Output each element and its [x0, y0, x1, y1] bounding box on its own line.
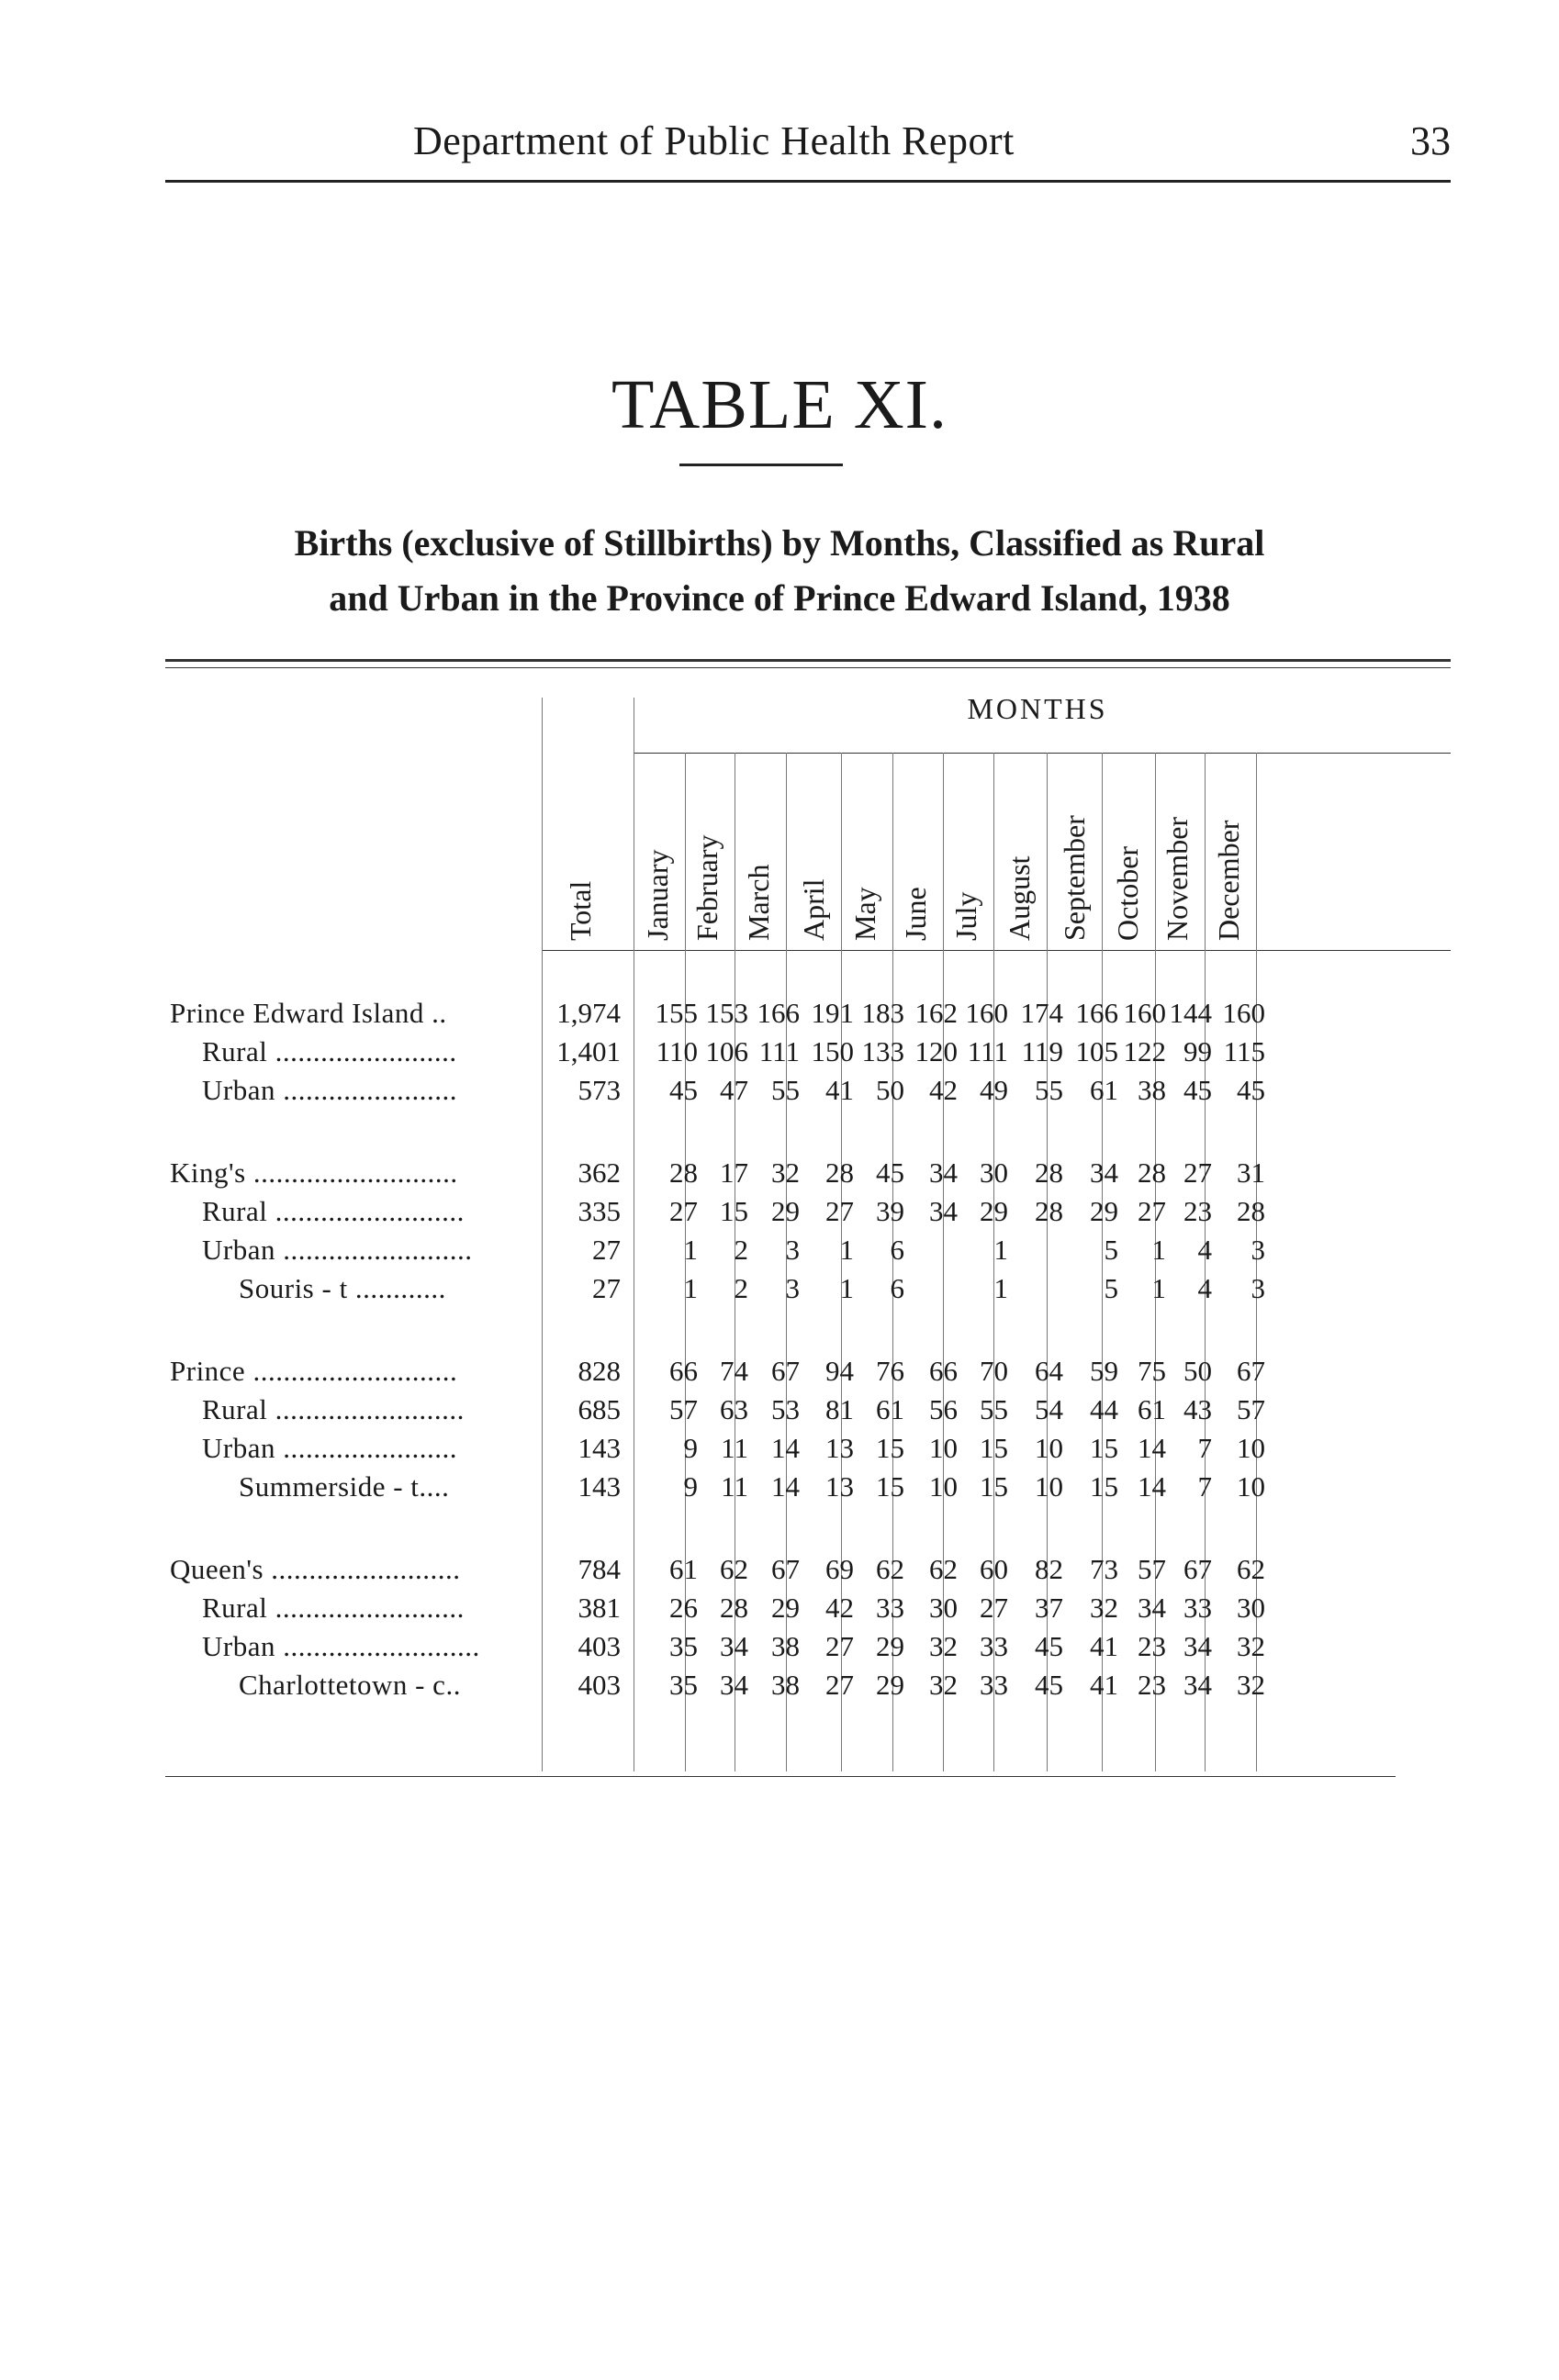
- month-cell: 155: [655, 997, 698, 1029]
- month-cell: 11: [721, 1432, 748, 1464]
- month-cell: 44: [1090, 1393, 1118, 1425]
- total-cell: 27: [592, 1234, 621, 1266]
- month-cell: 28: [1237, 1195, 1265, 1227]
- month-cell: 33: [876, 1592, 904, 1624]
- month-cell: 1: [993, 1234, 1008, 1266]
- month-cell: [1014, 1270, 1063, 1307]
- month-cell: 34: [1183, 1669, 1212, 1701]
- month-cell: 67: [1237, 1355, 1265, 1387]
- month-cell: 106: [705, 1035, 748, 1067]
- month-cell: 1: [1151, 1272, 1166, 1304]
- month-cell: 45: [1035, 1630, 1063, 1662]
- month-cell: 63: [720, 1393, 748, 1425]
- month-cell: 29: [876, 1669, 904, 1701]
- month-cell: 3: [1251, 1272, 1265, 1304]
- month-cell: 66: [669, 1355, 698, 1387]
- table-top-rule-thin: [165, 667, 1451, 668]
- month-cell: 144: [1169, 997, 1212, 1029]
- month-cell: 13: [825, 1432, 854, 1464]
- month-cell: 13: [825, 1470, 854, 1503]
- month-cell: 32: [929, 1669, 958, 1701]
- month-cell: 61: [1138, 1393, 1166, 1425]
- column-header-total: Total: [564, 880, 597, 941]
- month-cell: [908, 1232, 958, 1268]
- month-cell: 119: [1021, 1035, 1063, 1067]
- month-cell: 30: [980, 1156, 1008, 1189]
- month-cell: 67: [771, 1553, 800, 1585]
- row-label: Urban ..........................: [202, 1630, 480, 1662]
- month-cell: 23: [1138, 1669, 1166, 1701]
- month-cell: 4: [1197, 1272, 1212, 1304]
- month-cell: 14: [1138, 1432, 1166, 1464]
- month-cell: 9: [683, 1470, 698, 1503]
- month-cell: 15: [720, 1195, 748, 1227]
- row-label: Urban .......................: [202, 1074, 457, 1106]
- column-header-month: January: [641, 849, 674, 941]
- table-caption-line-1: Births (exclusive of Stillbirths) by Months, Classified as Rural: [294, 522, 1265, 564]
- month-cell: 1: [683, 1234, 698, 1266]
- month-cell: 55: [771, 1074, 800, 1106]
- month-cell: 160: [965, 997, 1008, 1029]
- month-cell: 38: [1138, 1074, 1166, 1106]
- month-cell: 99: [1183, 1035, 1212, 1067]
- month-cell: 64: [1035, 1355, 1063, 1387]
- month-cell: 35: [669, 1669, 698, 1701]
- title-rule: [679, 464, 843, 466]
- month-cell: 32: [1237, 1669, 1265, 1701]
- month-cell: 3: [785, 1234, 800, 1266]
- month-cell: 10: [1035, 1470, 1063, 1503]
- total-cell: 403: [578, 1630, 621, 1662]
- month-cell: 32: [1237, 1630, 1265, 1662]
- row-label: Summerside - t....: [239, 1470, 450, 1503]
- column-header-month: May: [848, 887, 881, 941]
- month-cell: 61: [669, 1553, 698, 1585]
- month-cell: 10: [929, 1432, 958, 1464]
- row-label: Rural ........................: [202, 1035, 457, 1067]
- month-cell: 34: [1138, 1592, 1166, 1624]
- row-label: Prince ...........................: [170, 1355, 458, 1387]
- page-number: 33: [1410, 118, 1451, 163]
- month-cell: 110: [656, 1035, 698, 1067]
- month-cell: 81: [825, 1393, 854, 1425]
- table-bottom-rule: [165, 1776, 1396, 1777]
- month-cell: 55: [1035, 1074, 1063, 1106]
- total-cell: 403: [578, 1669, 621, 1701]
- month-cell: 61: [1090, 1074, 1118, 1106]
- header-bottom-rule: [542, 950, 1451, 951]
- month-cell: 28: [825, 1156, 854, 1189]
- total-cell: 1,974: [556, 997, 621, 1029]
- month-cell: 67: [1183, 1553, 1212, 1585]
- month-cell: 7: [1197, 1432, 1212, 1464]
- month-cell: 4: [1197, 1234, 1212, 1266]
- month-cell: 27: [825, 1195, 854, 1227]
- month-cell: 166: [757, 997, 800, 1029]
- table-top-rule: [165, 659, 1451, 662]
- month-cell: 66: [929, 1355, 958, 1387]
- column-header-month: November: [1161, 816, 1194, 941]
- month-cell: 105: [1075, 1035, 1118, 1067]
- month-cell: 33: [980, 1669, 1008, 1701]
- month-cell: 28: [1035, 1156, 1063, 1189]
- column-header-month: October: [1111, 845, 1144, 941]
- month-cell: 1: [839, 1234, 854, 1266]
- month-cell: 27: [1183, 1156, 1212, 1189]
- month-cell: 191: [811, 997, 854, 1029]
- total-cell: 1,401: [556, 1035, 621, 1067]
- month-cell: 28: [1138, 1156, 1166, 1189]
- month-cell: 73: [1090, 1553, 1118, 1585]
- month-cell: 60: [980, 1553, 1008, 1585]
- month-cell: 45: [669, 1074, 698, 1106]
- month-cell: 29: [771, 1195, 800, 1227]
- month-cell: 6: [890, 1234, 904, 1266]
- month-cell: 133: [861, 1035, 904, 1067]
- month-cell: 111: [967, 1035, 1008, 1067]
- months-group-header: MONTHS: [967, 692, 1108, 725]
- month-cell: 34: [1183, 1630, 1212, 1662]
- month-cell: 1: [993, 1272, 1008, 1304]
- row-label: Rural .........................: [202, 1592, 465, 1624]
- month-cell: 75: [1138, 1355, 1166, 1387]
- column-header-month: June: [899, 887, 932, 941]
- month-cell: 29: [1090, 1195, 1118, 1227]
- month-cell: 15: [980, 1432, 1008, 1464]
- month-cell: 35: [669, 1630, 698, 1662]
- month-cell: 67: [771, 1355, 800, 1387]
- month-cell: 70: [980, 1355, 1008, 1387]
- row-label: Souris - t ............: [239, 1272, 446, 1304]
- month-cell: 45: [1183, 1074, 1212, 1106]
- month-cell: 26: [669, 1592, 698, 1624]
- month-cell: 27: [980, 1592, 1008, 1624]
- month-cell: 10: [1035, 1432, 1063, 1464]
- month-cell: 34: [1090, 1156, 1118, 1189]
- column-header-month: December: [1212, 820, 1245, 941]
- row-label: Rural .........................: [202, 1393, 465, 1425]
- month-cell: 183: [861, 997, 904, 1029]
- month-cell: 32: [1090, 1592, 1118, 1624]
- month-cell: 29: [980, 1195, 1008, 1227]
- month-cell: 27: [1138, 1195, 1166, 1227]
- month-cell: 34: [720, 1669, 748, 1701]
- month-cell: 53: [771, 1393, 800, 1425]
- month-cell: 94: [825, 1355, 854, 1387]
- month-cell: 15: [876, 1432, 904, 1464]
- month-cell: 50: [876, 1074, 904, 1106]
- month-cell: 23: [1138, 1630, 1166, 1662]
- month-cell: 10: [929, 1470, 958, 1503]
- month-cell: 57: [669, 1393, 698, 1425]
- month-cell: 17: [720, 1156, 748, 1189]
- month-cell: 56: [929, 1393, 958, 1425]
- month-cell: 122: [1123, 1035, 1166, 1067]
- row-label: Rural .........................: [202, 1195, 465, 1227]
- month-cell: 42: [825, 1592, 854, 1624]
- month-cell: 34: [929, 1156, 958, 1189]
- table-title: TABLE XI.: [611, 366, 948, 443]
- month-cell: 10: [1237, 1470, 1265, 1503]
- month-cell: 28: [1035, 1195, 1063, 1227]
- total-cell: 335: [578, 1195, 621, 1227]
- month-cell: 27: [825, 1669, 854, 1701]
- total-cell: 573: [578, 1074, 621, 1106]
- month-cell: 111: [758, 1035, 800, 1067]
- running-header: [165, 117, 1451, 173]
- month-cell: [1014, 1232, 1063, 1268]
- month-cell: 3: [1251, 1234, 1265, 1266]
- month-cell: 11: [721, 1470, 748, 1503]
- total-cell: 784: [578, 1553, 621, 1585]
- month-cell: 2: [734, 1272, 748, 1304]
- total-cell: 362: [578, 1156, 621, 1189]
- row-label: Charlottetown - c..: [239, 1669, 461, 1701]
- month-cell: 29: [876, 1630, 904, 1662]
- column-header-month: August: [1003, 855, 1036, 941]
- month-cell: 1: [1151, 1234, 1166, 1266]
- column-header-month: February: [690, 834, 723, 941]
- month-cell: 5: [1104, 1234, 1118, 1266]
- month-cell: 14: [771, 1432, 800, 1464]
- row-label: King's ...........................: [170, 1156, 458, 1189]
- month-cell: 33: [1183, 1592, 1212, 1624]
- month-cell: 31: [1237, 1156, 1265, 1189]
- month-cell: 166: [1075, 997, 1118, 1029]
- month-cell: 30: [1237, 1592, 1265, 1624]
- month-cell: 57: [1138, 1553, 1166, 1585]
- month-cell: 54: [1035, 1393, 1063, 1425]
- total-cell: 828: [578, 1355, 621, 1387]
- month-cell: 41: [1090, 1630, 1118, 1662]
- month-cell: 76: [876, 1355, 904, 1387]
- month-cell: 15: [980, 1470, 1008, 1503]
- month-cell: 174: [1020, 997, 1063, 1029]
- table-caption-line-2: and Urban in the Province of Prince Edward Island, 1938: [329, 577, 1230, 619]
- month-cell: 32: [929, 1630, 958, 1662]
- month-cell: 9: [683, 1432, 698, 1464]
- month-cell: 15: [1090, 1470, 1118, 1503]
- month-cell: 28: [720, 1592, 748, 1624]
- month-cell: 62: [720, 1553, 748, 1585]
- month-cell: 57: [1237, 1393, 1265, 1425]
- row-label: Queen's .........................: [170, 1553, 461, 1585]
- header-rule: [165, 180, 1451, 183]
- month-cell: 33: [980, 1630, 1008, 1662]
- total-cell: 381: [578, 1592, 621, 1624]
- month-cell: 6: [890, 1272, 904, 1304]
- month-cell: 160: [1222, 997, 1265, 1029]
- month-cell: 150: [811, 1035, 854, 1067]
- month-cell: 45: [876, 1156, 904, 1189]
- month-cell: 29: [771, 1592, 800, 1624]
- month-cell: 49: [980, 1074, 1008, 1106]
- month-cell: 39: [876, 1195, 904, 1227]
- month-cell: 74: [720, 1355, 748, 1387]
- month-cell: 23: [1183, 1195, 1212, 1227]
- month-cell: 160: [1123, 997, 1166, 1029]
- month-cell: 50: [1183, 1355, 1212, 1387]
- month-cell: 1: [683, 1272, 698, 1304]
- column-header-month: March: [742, 864, 775, 941]
- month-cell: 3: [785, 1272, 800, 1304]
- month-cell: 43: [1183, 1393, 1212, 1425]
- month-cell: 162: [914, 997, 958, 1029]
- month-cell: 69: [825, 1553, 854, 1585]
- total-cell: 27: [592, 1272, 621, 1304]
- total-cell: 143: [578, 1432, 621, 1464]
- month-cell: 62: [929, 1553, 958, 1585]
- month-cell: [908, 1270, 958, 1307]
- month-cell: 10: [1237, 1432, 1265, 1464]
- month-cell: 2: [734, 1234, 748, 1266]
- month-cell: 5: [1104, 1272, 1118, 1304]
- column-header-month: September: [1058, 815, 1091, 941]
- row-label: Urban .......................: [202, 1432, 457, 1464]
- month-cell: 62: [1237, 1553, 1265, 1585]
- month-cell: 15: [1090, 1432, 1118, 1464]
- month-cell: 153: [705, 997, 748, 1029]
- month-cell: 82: [1035, 1553, 1063, 1585]
- row-label: Urban .........................: [202, 1234, 473, 1266]
- month-cell: 115: [1223, 1035, 1265, 1067]
- month-cell: 34: [720, 1630, 748, 1662]
- month-cell: 27: [825, 1630, 854, 1662]
- month-cell: 41: [825, 1074, 854, 1106]
- month-cell: 15: [876, 1470, 904, 1503]
- month-cell: 27: [669, 1195, 698, 1227]
- header-title: Department of Public Health Report: [413, 118, 1015, 163]
- month-cell: 37: [1035, 1592, 1063, 1624]
- total-cell: 685: [578, 1393, 621, 1425]
- month-cell: 7: [1197, 1470, 1212, 1503]
- month-cell: 32: [771, 1156, 800, 1189]
- month-cell: 38: [771, 1669, 800, 1701]
- total-cell: 143: [578, 1470, 621, 1503]
- month-cell: 38: [771, 1630, 800, 1662]
- month-cell: 14: [771, 1470, 800, 1503]
- month-cell: 34: [929, 1195, 958, 1227]
- column-header-month: April: [797, 878, 830, 941]
- month-cell: 62: [876, 1553, 904, 1585]
- month-cell: 120: [914, 1035, 958, 1067]
- column-header-month: July: [949, 891, 982, 941]
- month-cell: 28: [669, 1156, 698, 1189]
- month-cell: 55: [980, 1393, 1008, 1425]
- row-label: Prince Edward Island ..: [170, 997, 447, 1029]
- month-cell: 14: [1138, 1470, 1166, 1503]
- month-cell: 45: [1237, 1074, 1265, 1106]
- month-cell: 42: [929, 1074, 958, 1106]
- month-cell: 30: [929, 1592, 958, 1624]
- month-cell: 59: [1090, 1355, 1118, 1387]
- month-cell: 47: [720, 1074, 748, 1106]
- month-cell: 1: [839, 1272, 854, 1304]
- month-cell: 61: [876, 1393, 904, 1425]
- month-cell: 45: [1035, 1669, 1063, 1701]
- month-cell: 41: [1090, 1669, 1118, 1701]
